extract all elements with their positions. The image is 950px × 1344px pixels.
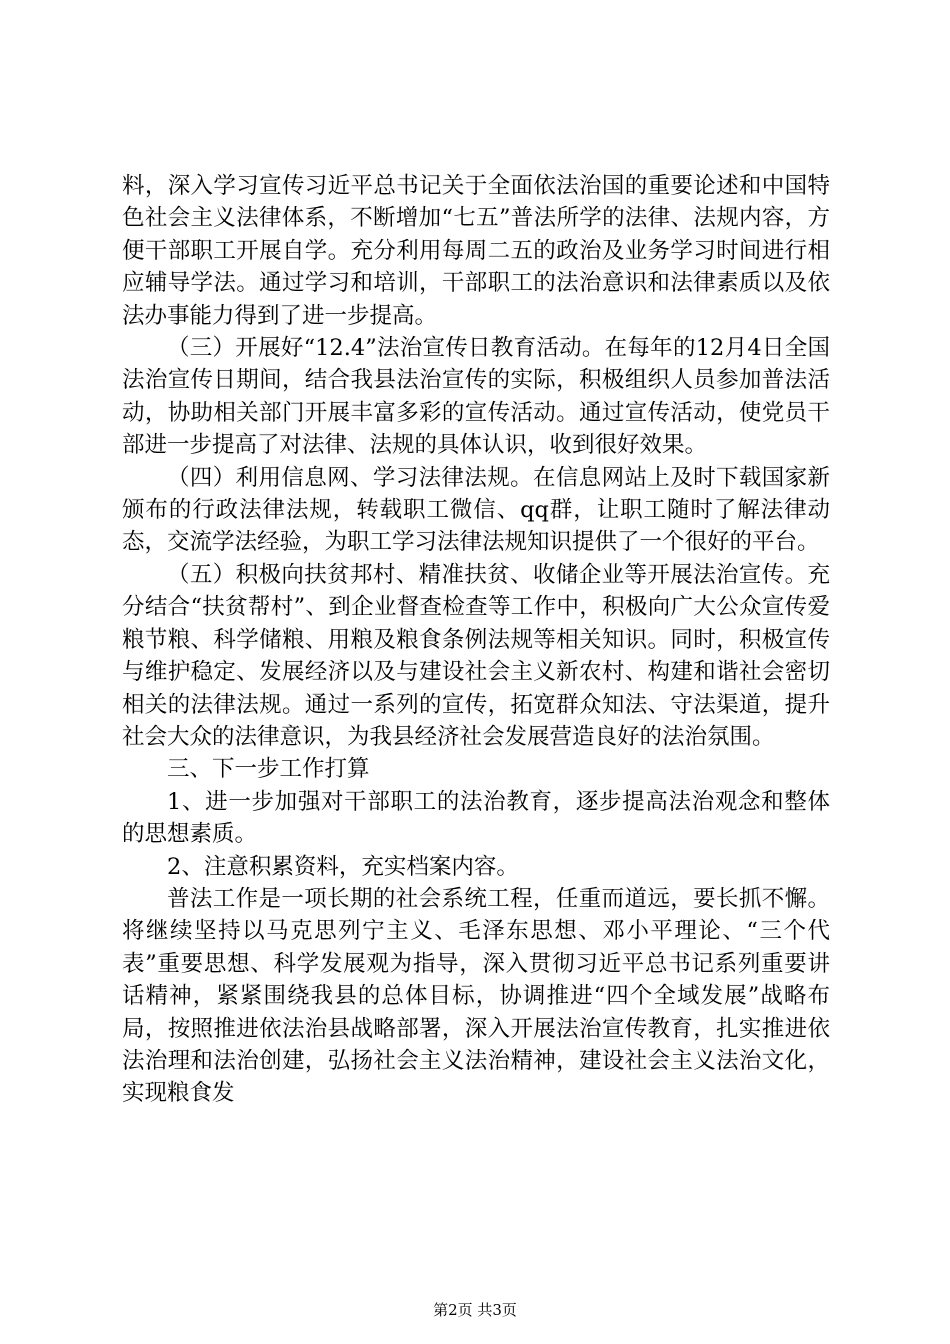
paragraph-item-one: 1、进一步加强对干部职工的法治教育，逐步提高法治观念和整体的思想素质。 — [122, 788, 830, 848]
paragraph-continuation: 料，深入学习宣传习近平总书记关于全面依法治国的重要论述和中国特色社会主义法律体系，不断增加“七五”普法所学的法律、法规内容，方便干部职工开展自学。充分利用每周二五的政治及业务学习时间进行相应辅导学法。通过学习和培训，干部职工的法治意识和法律素质以及依法办事能力得到了进一步提高。 — [122, 173, 830, 329]
heading-next-steps: 三、下一步工作打算 — [167, 756, 370, 783]
paragraph-section-five: （五）积极向扶贫邦村、精准扶贫、收储企业等开展法治宣传。充分结合“扶贫帮村”、到企业督查检查等工作中，积极向广大公众宣传爱粮节粮、科学储粮、用粮及粮食条例法规等相关知识。同时，积极宣传与维护稳定、发展经济以及与建设社会主义新农村、构建和谐社会密切相关的法律法规。通过一系列的宣传，拓宽群众知法、守法渠道，提升社会大众的法律意识，为我县经济社会发展营造良好的法治氛围。 — [122, 561, 830, 750]
paragraph-section-four: （四）利用信息网、学习法律法规。在信息网站上及时下载国家新颁布的行政法律法规，转载职工微信、qq群，让职工随时了解法律动态，交流学法经验，为职工学习法律法规知识提供了一个很好的平台。 — [122, 464, 830, 556]
document-body — [122, 170, 830, 1110]
paragraph-conclusion: 普法工作是一项长期的社会系统工程，任重而道远，要长抓不懈。将继续坚持以马克思列宁主义、毛泽东思想、邓小平理论、“三个代表”重要思想、科学发展观为指导，深入贯彻习近平总书记系列重要讲话精神，紧紧围绕我县的总体目标，协调推进“四个全域发展”战略布局，按照推进依法治县战略部署，深入开展法治宣传教育，扎实推进依法治理和法治创建，弘扬社会主义法治精神，建设社会主义法治文化，实现粮食发 — [122, 885, 830, 1107]
paragraph-item-two: 2、注意积累资料，充实档案内容。 — [167, 853, 519, 880]
page-number-footer: 第2页 共3页 — [433, 1301, 517, 1319]
paragraph-section-three: （三）开展好“12.4”法治宣传日教育活动。在每年的12月4日全国法治宣传日期间，结合我县法治宣传的实际，积极组织人员参加普法活动，协助相关部门开展丰富多彩的宣传活动。通过宣传活动，使党员干部进一步提高了对法律、法规的具体认识，收到很好效果。 — [122, 335, 830, 459]
